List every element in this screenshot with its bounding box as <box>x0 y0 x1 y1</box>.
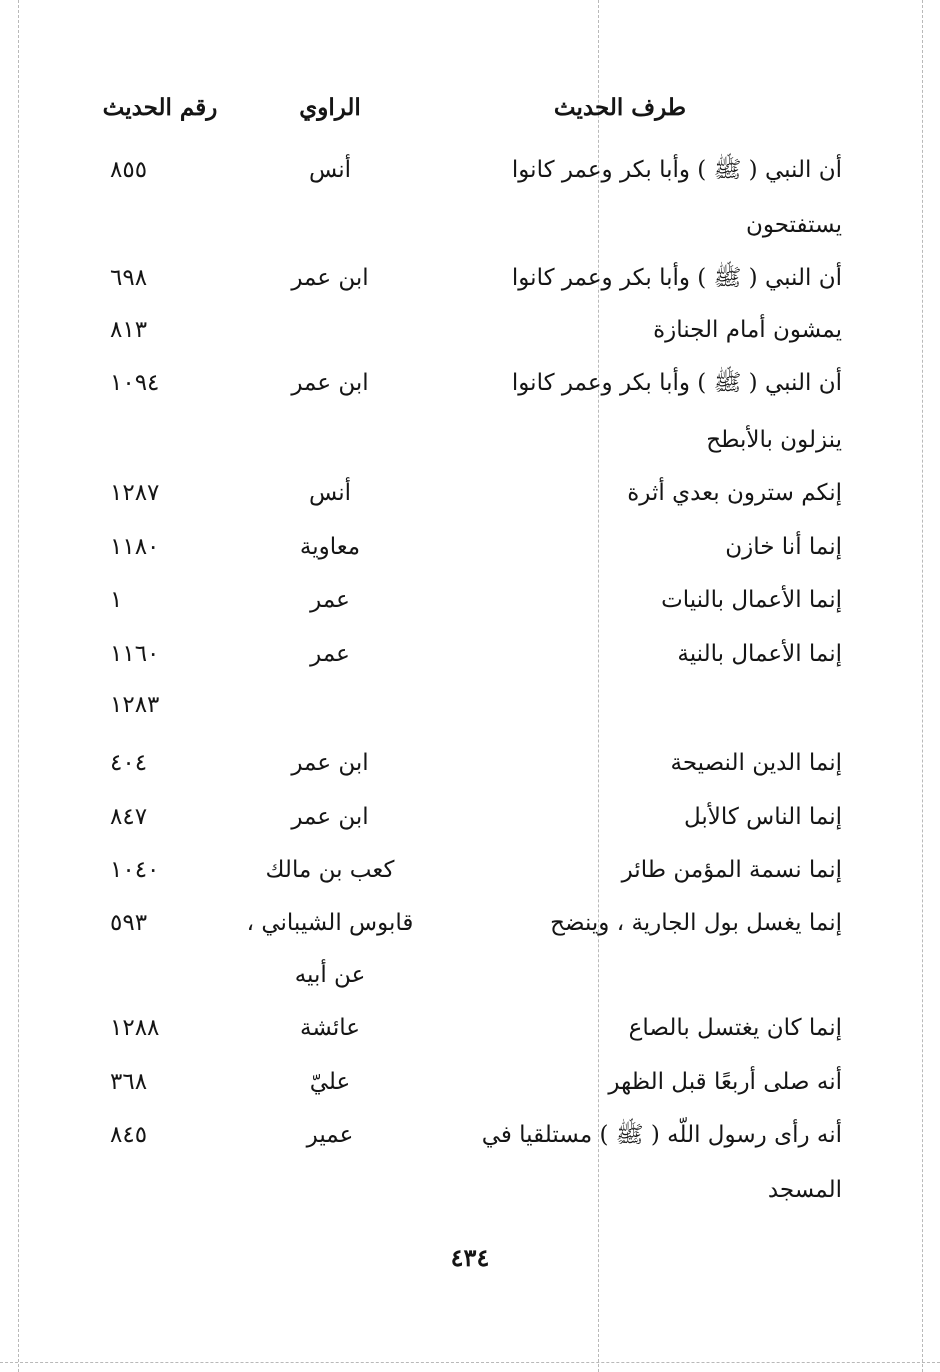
hadith-text: إنما الناس كالأبل <box>683 804 842 830</box>
header-hadith: طرف الحديث <box>553 94 687 121</box>
table-row <box>0 634 940 674</box>
guide-line-bottom <box>0 1362 940 1363</box>
narrator-name: أنس <box>308 157 352 183</box>
hadith-text: يستفتحون <box>745 212 842 238</box>
hadith-number: ٥٩٣ <box>110 910 148 936</box>
hadith-number: ٨١٣ <box>110 317 148 343</box>
table-row <box>0 527 940 567</box>
table-row <box>0 955 940 995</box>
table-row <box>0 580 940 620</box>
hadith-number: ٨٥٥ <box>110 157 148 183</box>
narrator-name: أنس <box>308 480 352 506</box>
header-narrator: الراوي <box>299 94 361 121</box>
hadith-number: ١٢٨٣ <box>110 692 160 718</box>
table-row <box>0 1115 940 1155</box>
hadith-text: إنما الأعمال بالنية <box>677 641 842 667</box>
narrator-name: قابوس الشيباني ، <box>246 910 414 936</box>
narrator-name: ابن عمر <box>291 370 369 396</box>
hadith-text: أن النبي ( ﷺ ) وأبا بكر وعمر كانوا <box>511 370 842 396</box>
hadith-text: يمشون أمام الجنازة <box>653 317 842 343</box>
table-row <box>0 150 940 190</box>
hadith-number: ١١٦٠ <box>110 641 160 667</box>
table-row <box>0 258 940 298</box>
hadith-text: إنكم سترون بعدي أثرة <box>627 480 842 506</box>
hadith-text: إنما الأعمال بالنيات <box>661 587 842 613</box>
narrator-name: عليّ <box>309 1069 351 1095</box>
table-row <box>0 1062 940 1102</box>
table-row <box>0 743 940 783</box>
narrator-name: كعب بن مالك <box>265 857 395 883</box>
hadith-number: ١١٨٠ <box>110 534 160 560</box>
page-number: ٤٣٤ <box>450 1243 490 1272</box>
hadith-text: أنه صلى أربعًا قبل الظهر <box>608 1069 842 1095</box>
narrator-name: عمر <box>310 641 350 667</box>
hadith-text: المسجد <box>767 1177 842 1203</box>
hadith-number: ١٠٩٤ <box>110 370 160 396</box>
narrator-name: ابن عمر <box>291 265 369 291</box>
table-row <box>0 1170 940 1210</box>
narrator-name: عن أبيه <box>294 962 366 988</box>
table-row <box>0 685 940 725</box>
hadith-number: ٨٤٧ <box>110 804 148 830</box>
table-header <box>0 88 940 128</box>
table-row <box>0 420 940 460</box>
narrator-name: عائشة <box>300 1015 360 1041</box>
hadith-text: أن النبي ( ﷺ ) وأبا بكر وعمر كانوا <box>511 157 842 183</box>
hadith-number: ٦٩٨ <box>110 265 148 291</box>
hadith-number: ١ <box>110 587 123 613</box>
narrator-name: عمر <box>310 587 350 613</box>
hadith-text: إنما أنا خازن <box>725 534 842 560</box>
table-row <box>0 850 940 890</box>
hadith-number: ١٢٨٨ <box>110 1015 160 1041</box>
hadith-number: ٨٤٥ <box>110 1122 148 1148</box>
hadith-number: ١٢٨٧ <box>110 480 160 506</box>
table-row <box>0 473 940 513</box>
hadith-text: ينزلون بالأبطح <box>706 427 842 453</box>
table-row <box>0 903 940 943</box>
narrator-name: معاوية <box>299 534 361 560</box>
table-row <box>0 205 940 245</box>
narrator-name: عمير <box>306 1122 354 1148</box>
table-row <box>0 1008 940 1048</box>
hadith-text: إنما الدين النصيحة <box>670 750 842 776</box>
table-row <box>0 797 940 837</box>
header-number: رقم الحديث <box>102 94 218 121</box>
narrator-name: ابن عمر <box>291 750 369 776</box>
hadith-number: ١٠٤٠ <box>110 857 160 883</box>
hadith-text: أنه رأى رسول اللّه ( ﷺ ) مستلقيا في <box>481 1122 842 1148</box>
table-row <box>0 310 940 350</box>
narrator-name: ابن عمر <box>291 804 369 830</box>
hadith-text: إنما كان يغتسل بالصاع <box>628 1015 842 1041</box>
hadith-text: إنما يغسل بول الجارية ، وينضح <box>550 910 842 936</box>
hadith-text: أن النبي ( ﷺ ) وأبا بكر وعمر كانوا <box>511 265 842 291</box>
hadith-number: ٣٦٨ <box>110 1069 148 1095</box>
table-row <box>0 363 940 403</box>
hadith-number: ٤٠٤ <box>110 750 148 776</box>
hadith-text: إنما نسمة المؤمن طائر <box>621 857 842 883</box>
